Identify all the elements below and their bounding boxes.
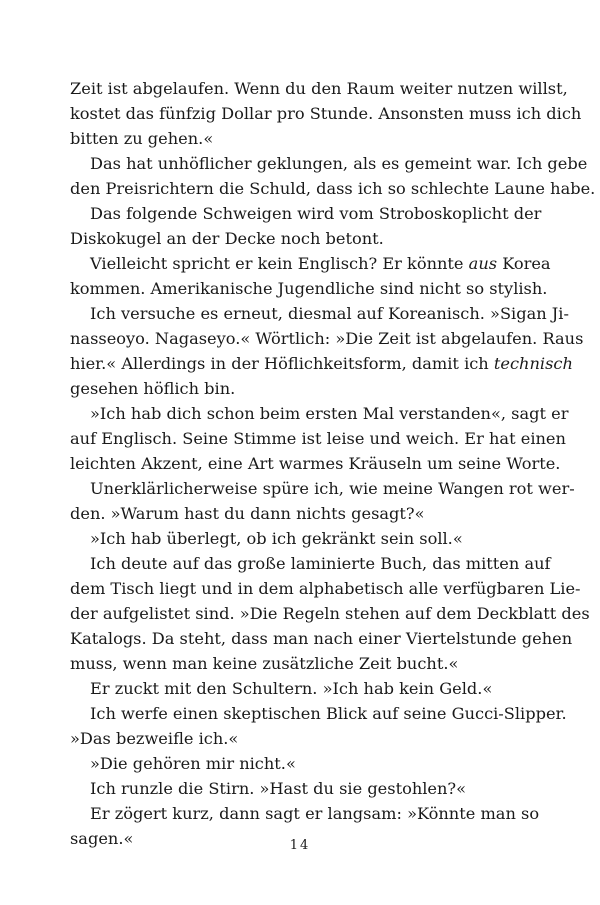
text-line: Zeit ist abgelaufen. Wenn du den Raum weiter nutzen willst,	[70, 79, 568, 98]
text-line: gesehen höflich bin.	[70, 379, 236, 398]
text-line: »Ich hab überlegt, ob ich gekränkt sein soll.«	[90, 529, 463, 548]
text-line: Er zögert kurz, dann sagt er langsam: »Könnte man so	[90, 804, 540, 823]
text-line: Ich deute auf das große laminierte Buch, das mitten auf	[90, 554, 551, 573]
text-line: Das hat unhöflicher geklungen, als es gemeint war. Ich gebe	[90, 154, 588, 173]
text-line: den Preisrichtern die Schuld, dass ich so schlechte Laune habe.	[70, 179, 596, 198]
text-line: Ich versuche es erneut, diesmal auf Koreanisch. »Sigan Ji-	[90, 304, 569, 323]
text-line: kostet das fünfzig Dollar pro Stunde. Ansonsten muss ich dich	[70, 104, 582, 123]
text-line: auf Englisch. Seine Stimme ist leise und weich. Er hat einen	[70, 429, 566, 448]
text-line: Ich werfe einen skeptischen Blick auf seine Gucci-Slipper.	[90, 704, 567, 723]
text-line: den. »Warum hast du dann nichts gesagt?«	[70, 504, 425, 523]
text-line: Das folgende Schweigen wird vom Stroboskoplicht der	[90, 204, 542, 223]
text-line: dem Tisch liegt und in dem alphabetisch alle verfügbaren Lie-	[70, 579, 581, 598]
text-line: muss, wenn man keine zusätzliche Zeit bucht.«	[70, 654, 459, 673]
page-number: 14	[289, 838, 311, 853]
text-line: Unerklärlicherweise spüre ich, wie meine Wangen rot wer-	[90, 479, 575, 498]
text-line: sagen.«	[70, 829, 134, 848]
text-line: Diskokugel an der Decke noch betont.	[70, 229, 384, 248]
text-line: »Ich hab dich schon beim ersten Mal verstanden«, sagt er	[90, 404, 569, 423]
text-line: kommen. Amerikanische Jugendliche sind nicht so stylish.	[70, 279, 548, 298]
text-line: nasseoyo. Nagaseyo.« Wörtlich: »Die Zeit ist abgelaufen. Raus	[70, 329, 584, 348]
text-line: »Das bezweifle ich.«	[70, 729, 239, 748]
text-line: »Die gehören mir nicht.«	[90, 754, 296, 773]
text-line: leichten Akzent, eine Art warmes Kräuseln um seine Worte.	[70, 454, 561, 473]
text-line: Ich runzle die Stirn. »Hast du sie gestohlen?«	[90, 779, 467, 798]
text-line: Er zuckt mit den Schultern. »Ich hab kein Geld.«	[90, 679, 493, 698]
text-line: bitten zu gehen.«	[70, 129, 214, 148]
body-text	[70, 76, 596, 851]
text-line: der aufgelistet sind. »Die Regeln stehen auf dem Deckblatt des	[70, 604, 590, 623]
text-line: hier.« Allerdings in der Höflichkeitsform, damit ich technisch	[70, 354, 573, 373]
text-line: Katalogs. Da steht, dass man nach einer Viertelstunde gehen	[70, 629, 573, 648]
text-line: Vielleicht spricht er kein Englisch? Er könnte aus Korea	[90, 254, 551, 273]
